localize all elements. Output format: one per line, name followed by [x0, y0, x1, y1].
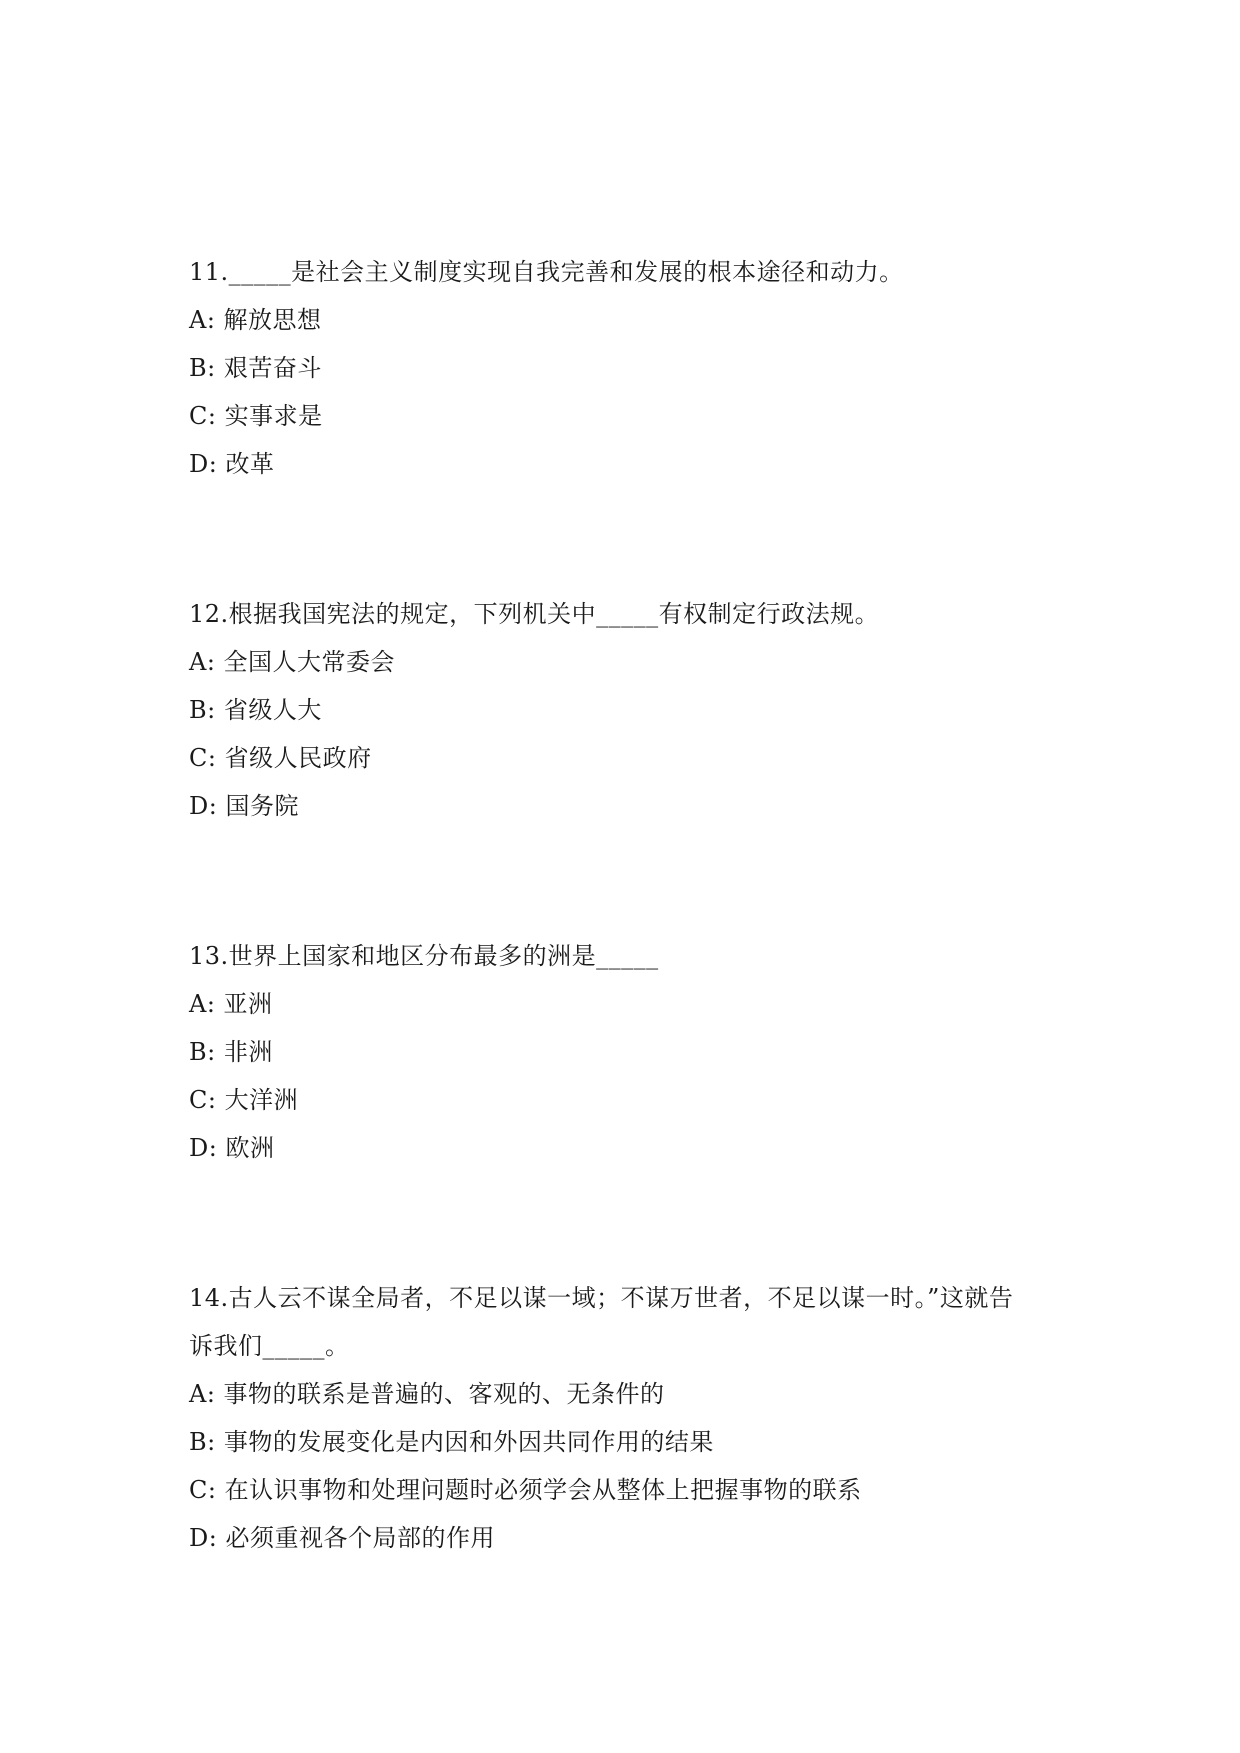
question-13	[189, 932, 1069, 1172]
option-b: B: 省级人大	[189, 696, 322, 724]
question-stem: 13.世界上国家和地区分布最多的洲是_____	[189, 942, 659, 970]
question-stem-line-1: 14.古人云不谋全局者，不足以谋一域；不谋万世者，不足以谋一时。”这就告	[189, 1284, 1014, 1312]
option-c: C: 省级人民政府	[189, 744, 372, 772]
option-d: D: 改革	[189, 450, 275, 478]
option-a: A: 解放思想	[189, 306, 322, 334]
question-11	[189, 248, 1069, 488]
question-14	[189, 1274, 1069, 1562]
option-c: C: 实事求是	[189, 402, 323, 430]
option-b: B: 非洲	[189, 1038, 273, 1066]
question-stem: 11._____是社会主义制度实现自我完善和发展的根本途径和动力。	[189, 258, 904, 286]
question-12	[189, 590, 1069, 830]
option-d: D: 欧洲	[189, 1134, 275, 1162]
option-b: B: 事物的发展变化是内因和外因共同作用的结果	[189, 1428, 714, 1456]
question-stem-line-2: 诉我们_____。	[189, 1332, 350, 1360]
option-d: D: 必须重视各个局部的作用	[189, 1524, 495, 1552]
option-d: D: 国务院	[189, 792, 299, 820]
option-a: A: 亚洲	[189, 990, 273, 1018]
option-a: A: 全国人大常委会	[189, 648, 396, 676]
question-stem: 12.根据我国宪法的规定，下列机关中_____有权制定行政法规。	[189, 600, 880, 628]
option-a: A: 事物的联系是普遍的、客观的、无条件的	[189, 1380, 665, 1408]
option-c: C: 在认识事物和处理问题时必须学会从整体上把握事物的联系	[189, 1476, 862, 1504]
option-c: C: 大洋洲	[189, 1086, 299, 1114]
option-b: B: 艰苦奋斗	[189, 354, 322, 382]
